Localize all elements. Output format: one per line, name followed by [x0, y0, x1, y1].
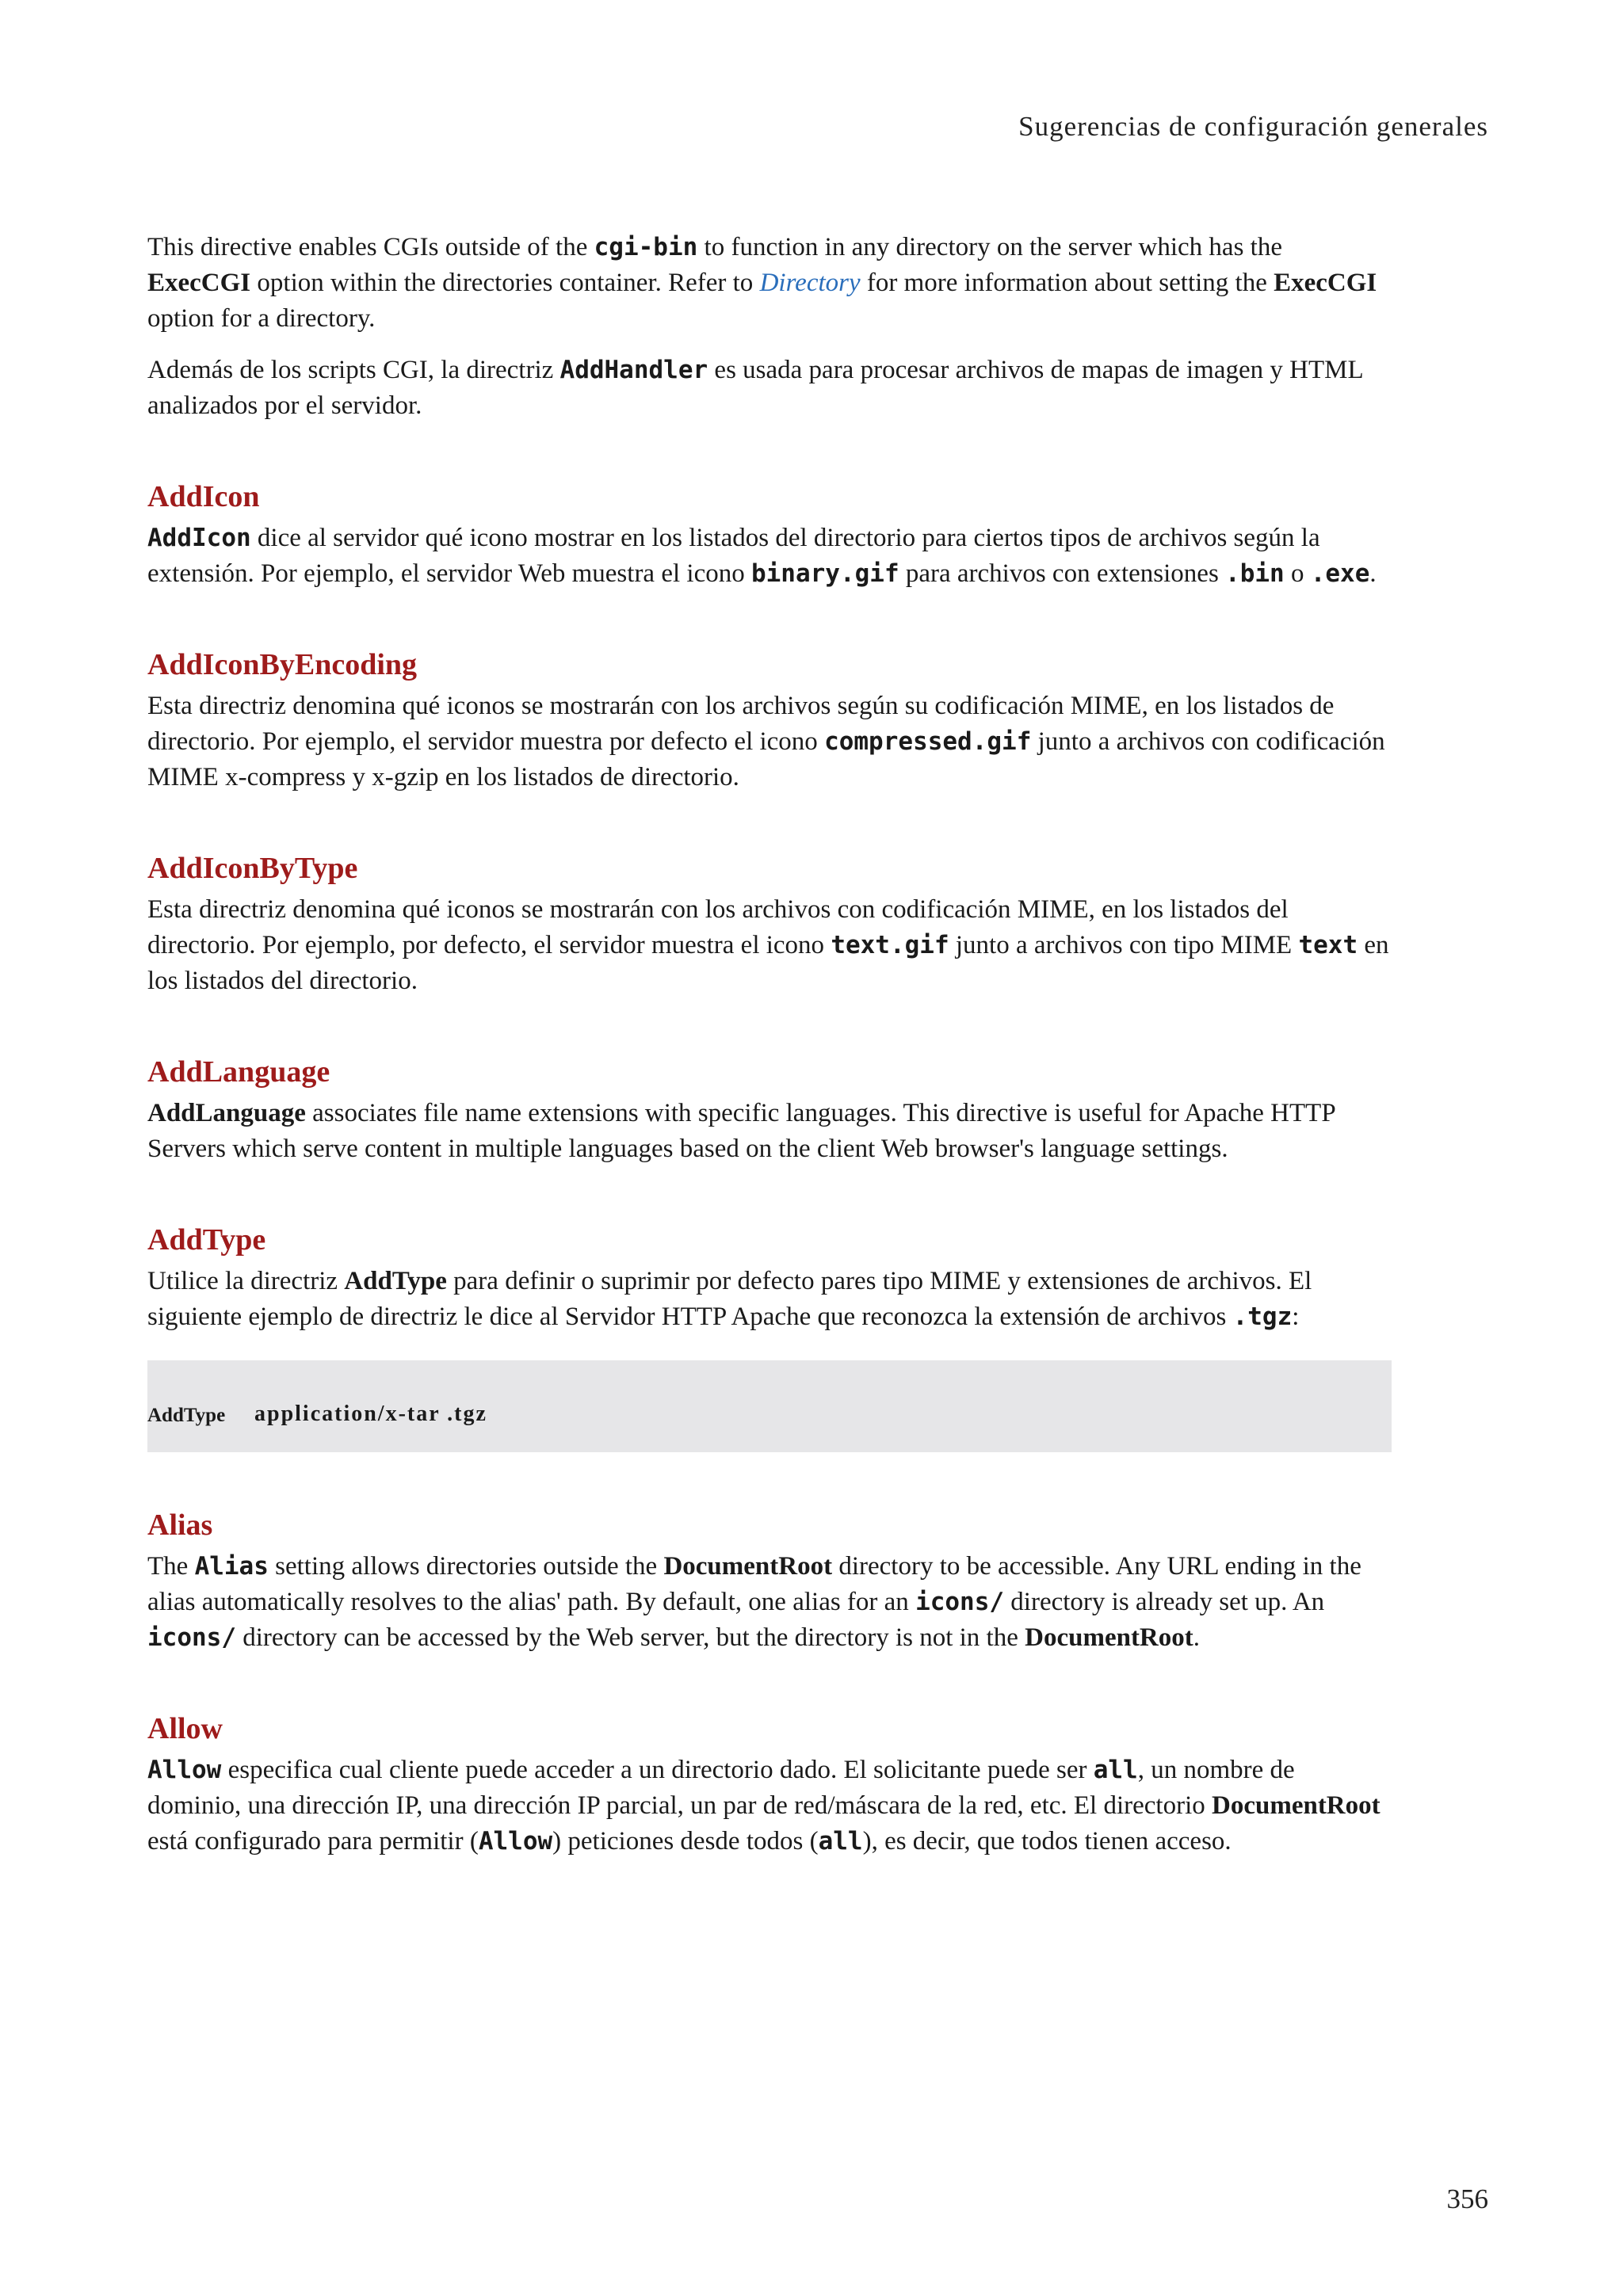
section-heading: AddIconByType [147, 852, 358, 885]
section-paragraph: Esta directriz denomina qué iconos se mostrarán con los archivos según su codificación MIME, en los listados de directorio. Por ejemplo, el servidor muestra por defecto el icono compressed.gif junto a archivos con codificación MIME x-compress y x-gzip en los listados de directorio. [147, 692, 1385, 791]
section-paragraph: Esta directriz denomina qué iconos se mostrarán con los archivos con codificación MIME, en los listados del directorio. Por ejemplo, por defecto, el servidor muestra el icono text.gif junto a archivos con tipo MIME text en los listados del directorio. [147, 895, 1389, 995]
code-term: AddHandler [559, 356, 708, 384]
document-body [147, 230, 1392, 1859]
section-addiconbytype [147, 849, 1392, 999]
section-paragraph: AddLanguage associates file name extensions with specific languages. This directive is useful for Apache HTTP Servers which serve content in multiple languages based on the client Web browser's language settings. [147, 1099, 1335, 1163]
section-addicon [147, 478, 1392, 592]
section-paragraph: AddIcon dice al servidor qué icono mostrar en los listados del directorio para ciertos tipos de archivos según la extensión. Por ejemplo, el servidor Web muestra el icono binary.gif para archivos con extensiones .bin o .exe. [147, 524, 1377, 588]
section-addiconbyencoding [147, 646, 1392, 795]
code-command: AddType [147, 1405, 226, 1426]
intro-paragraph-1: This directive enables CGIs outside of the cgi-bin to function in any directory on the server which has the ExecCGI option within the directories container. Refer to Directory for more information about setting the ExecCGI option for a directory. [147, 233, 1377, 333]
section-heading: Allow [147, 1712, 223, 1745]
section-paragraph: Utilice la directriz AddType para definir o suprimir por defecto pares tipo MIME y extensiones de archivos. El siguiente ejemplo de directriz le dice al Servidor HTTP Apache que reconozca la extensión de archivos .tgz: [147, 1267, 1312, 1331]
section-paragraph: Allow especifica cual cliente puede acceder a un directorio dado. El solicitante puede ser all, un nombre de dominio, una dirección IP, una dirección IP parcial, un par de red/máscara de la red, etc. El directorio DocumentRoot está configurado para permitir (Allow) peticiones desde todos (all), es decir, que todos tienen acceso. [147, 1756, 1381, 1855]
section-allow [147, 1710, 1392, 1859]
section-heading: AddType [147, 1223, 266, 1257]
directory-link[interactable]: Directory [759, 269, 861, 297]
section-heading: Alias [147, 1508, 213, 1542]
code-arguments: application/x-tar .tgz [254, 1402, 487, 1426]
intro-paragraph-2: Además de los scripts CGI, la directriz AddHandler es usada para procesar archivos de mapas de imagen y HTML analizados por el servidor. [147, 356, 1363, 420]
section-addtype [147, 1221, 1392, 1452]
section-addlanguage [147, 1053, 1392, 1167]
section-heading: AddIconByEncoding [147, 648, 418, 681]
code-term: cgi-bin [594, 233, 698, 261]
section-alias [147, 1506, 1392, 1656]
running-header: Sugerencias de configuración generales [1018, 111, 1488, 142]
section-heading: AddIcon [147, 480, 260, 513]
code-example-box [147, 1360, 1392, 1452]
section-paragraph: The Alias setting allows directories outside the DocumentRoot directory to be accessible. Any URL ending in the alias automatically resolves to the alias' path. By default, one alias for an icons/ directory is already set up. An icons/ directory can be accessed by the Web server, but the directory is not in the DocumentRoot. [147, 1552, 1361, 1652]
section-heading: AddLanguage [147, 1055, 330, 1089]
page-number: 356 [1446, 2183, 1488, 2214]
bold-term: ExecCGI [147, 269, 251, 297]
bold-term: ExecCGI [1274, 269, 1377, 297]
